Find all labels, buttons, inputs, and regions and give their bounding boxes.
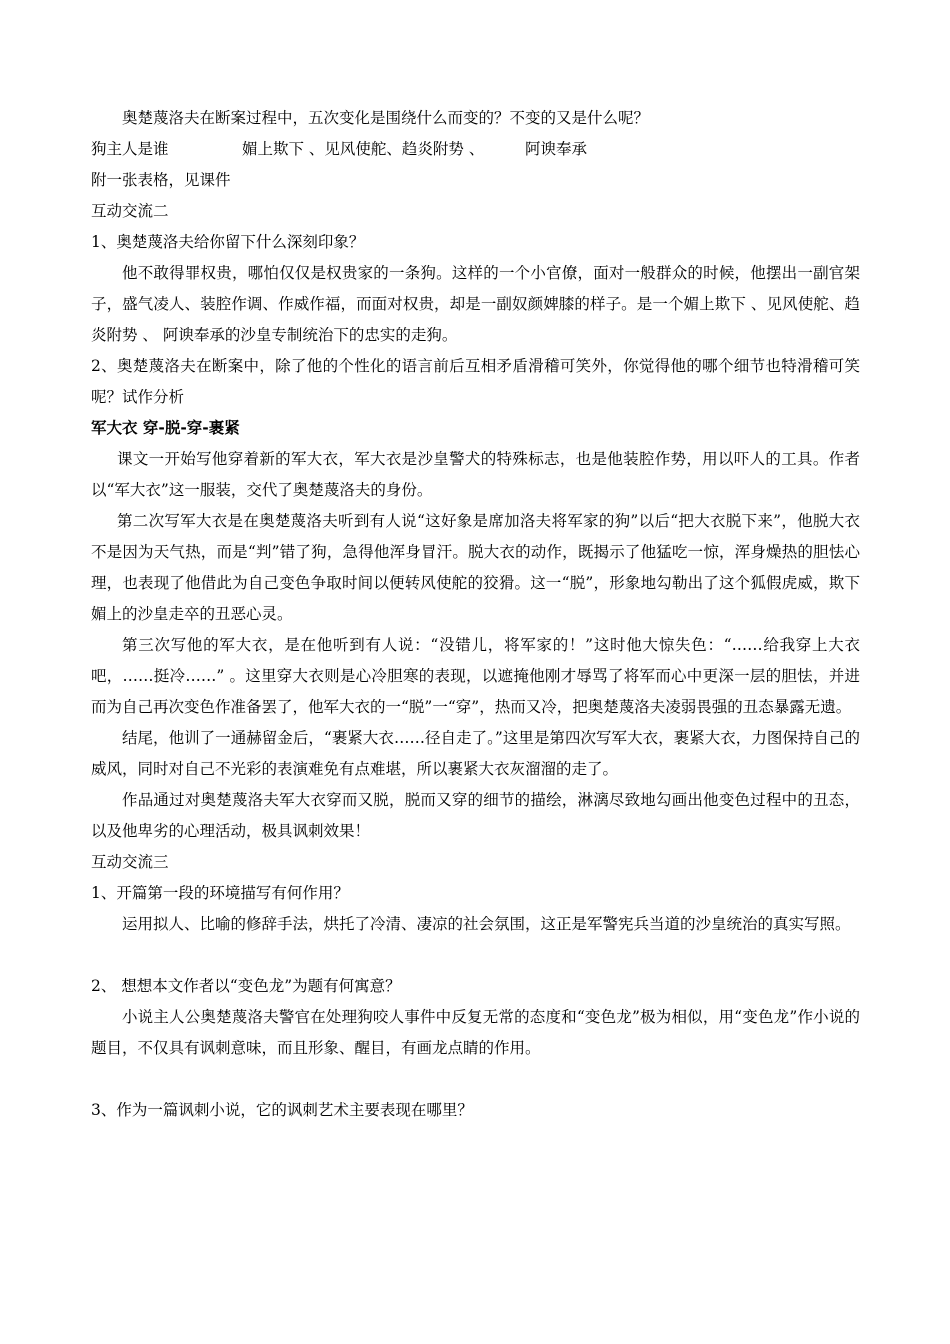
coat-paragraph-2: 第二次写军大衣是在奥楚蔑洛夫听到有人说“这好象是席加洛夫将军家的狗”以后“把大衣脱下来”，他脱大衣不是因为天气热，而是“判”错了狗，急得他浑身冒汗。脱大衣的动作，既揭示了他猛吃一惊，浑身燥热的胆怯心理，也表现了他借此为自己变色争取时间以便转风使舵的狡猾。这一“脱”，形象地勾勒出了这个狐假虎威，欺下媚上的沙皇走卒的丑恶心灵。 bbox=[91, 512, 860, 623]
section-heading-2: 互动交流二 bbox=[91, 202, 169, 220]
coat-paragraph-1: 课文一开始写他穿着新的军大衣，军大衣是沙皇警犬的特殊标志，也是他装腔作势，用以吓人的工具。作者以“军大衣”这一服装，交代了奥楚蔑洛夫的身份。 bbox=[91, 450, 860, 499]
question-1: 1、奥楚蔑洛夫给你留下什么深刻印象？ bbox=[91, 233, 365, 251]
owner-traits: 媚上欺下 、见风使舵、趋炎附势 、 bbox=[242, 140, 485, 158]
question-intro: 奥楚蔑洛夫在断案过程中，五次变化是围绕什么而变的？不变的又是什么呢？ bbox=[122, 109, 650, 127]
owner-row bbox=[91, 134, 860, 165]
section3-answer-2: 小说主人公奥楚蔑洛夫警官在处理狗咬人事件中反复无常的态度和“变色龙”极为相似，用“变色龙”作小说的题目，不仅具有讽刺意味，而且形象、醒目，有画龙点睛的作用。 bbox=[91, 1008, 860, 1057]
section3-answer-1: 运用拟人、比喻的修辞手法，烘托了冷清、凄凉的社会氛围，这正是军警宪兵当道的沙皇统治的真实写照。 bbox=[122, 915, 851, 933]
section3-question-2: 2、 想想本文作者以“变色龙”为题有何寓意？ bbox=[91, 977, 401, 995]
section3-question-1: 1、开篇第一段的环境描写有何作用？ bbox=[91, 884, 349, 902]
coat-paragraph-5: 作品通过对奥楚蔑洛夫军大衣穿而又脱，脱而又穿的细节的描绘，淋漓尽致地勾画出他变色过程中的丑态，以及他卑劣的心理活动，极具讽刺效果！ bbox=[91, 791, 860, 840]
coat-heading: 军大衣 穿-脱-穿-裹紧 bbox=[91, 419, 240, 437]
answer-1: 他不敢得罪权贵，哪怕仅仅是权贵家的一条狗。这样的一个小官僚，面对一般群众的时候，他摆出一副官架子，盛气凌人、装腔作调、作威作福，而面对权贵，却是一副奴颜婢膝的样子。是一个媚上欺下 、见风使舵、趋炎附势 、 阿谀奉承的沙皇专制统治下的忠实的走狗。 bbox=[91, 264, 860, 344]
coat-paragraph-4: 结尾，他训了一通赫留金后，“裹紧大衣……径自走了。”这里是第四次写军大衣，裹紧大衣，力图保持自己的威风，同时对自己不光彩的表演难免有点难堪，所以裹紧大衣灰溜溜的走了。 bbox=[91, 729, 860, 778]
owner-trait-last: 阿谀奉承 bbox=[525, 140, 588, 158]
table-note: 附一张表格，见课件 bbox=[91, 171, 231, 189]
blank-line bbox=[91, 1064, 860, 1095]
section-heading-3: 互动交流三 bbox=[91, 853, 169, 871]
section3-question-3: 3、作为一篇讽刺小说，它的讽刺艺术主要表现在哪里？ bbox=[91, 1101, 473, 1119]
question-2: 2、奥楚蔑洛夫在断案中，除了他的个性化的语言前后互相矛盾滑稽可笑外，你觉得他的哪个细节也特滑稽可笑呢？试作分析 bbox=[91, 357, 860, 406]
blank-line bbox=[91, 940, 860, 971]
owner-label: 狗主人是谁 bbox=[91, 140, 169, 158]
coat-paragraph-3: 第三次写他的军大衣，是在他听到有人说：“没错儿，将军家的！”这时他大惊失色：“……给我穿上大衣吧，……挺冷……” 。这里穿大衣则是心冷胆寒的表现，以遮掩他刚才辱骂了将军而心中更深一层的胆怯，并进而为自己再次变色作准备罢了，他军大衣的一“脱”一“穿”，热而又冷，把奥楚蔑洛夫凌弱畏强的丑态暴露无遗。 bbox=[91, 636, 860, 716]
